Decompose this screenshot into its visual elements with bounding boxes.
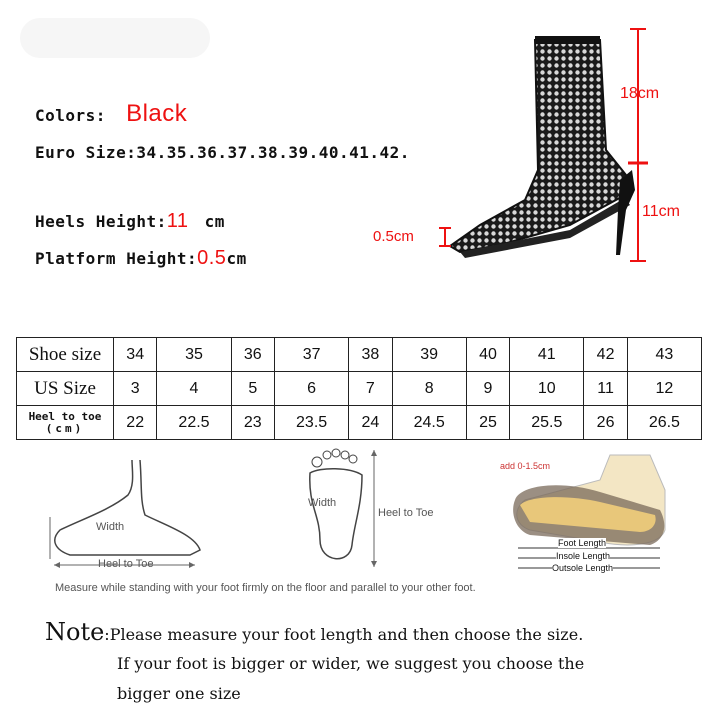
table-cell: 7 [349,372,392,406]
table-cell: 40 [466,338,509,372]
note-text-3: bigger one size [117,684,241,703]
table-cell: 22 [114,406,157,440]
colors-row [35,100,187,128]
table-cell: 24 [349,406,392,440]
table-cell: 23 [231,406,274,440]
table-row [17,406,702,440]
table-cell: 26 [584,406,627,440]
heels-value: 11 [166,210,189,232]
note-block [45,618,715,703]
table-cell: 39 [392,338,466,372]
table-cell: 42 [584,338,627,372]
heel-to-toe-unit: (cm) [45,421,85,435]
table-cell: 25 [466,406,509,440]
heels-unit: cm [204,212,225,231]
table-cell: 8 [392,372,466,406]
table-cell: 11 [584,372,627,406]
platform-marker [437,226,453,248]
table-row [17,372,702,406]
side-foot-diagram [40,455,240,575]
outsole-length-label: Outsole Length [552,563,614,573]
heel-to-toe-label: Heel to toe [28,409,102,423]
table-cell: 43 [627,338,701,372]
table-cell: 37 [274,338,348,372]
colors-value: Black [126,100,188,127]
table-cell: 23.5 [274,406,348,440]
table-cell: 12 [627,372,701,406]
table-row [17,338,702,372]
platform-unit: cm [226,249,247,268]
insole-length-label: Insole Length [556,551,611,561]
table-cell: 36 [231,338,274,372]
table-cell: 3 [114,372,157,406]
colors-label: Colors: [35,106,106,125]
table-cell: 35 [157,338,231,372]
row-header-shoe-size: Shoe size [17,338,114,372]
table-cell: 6 [274,372,348,406]
table-cell: 5 [231,372,274,406]
table-cell: 4 [157,372,231,406]
table-cell: 26.5 [627,406,701,440]
top-heel-to-toe-label: Heel to Toe [378,507,434,519]
table-cell: 34 [114,338,157,372]
table-cell: 41 [510,338,584,372]
table-cell: 10 [510,372,584,406]
dimension-lines [600,25,660,265]
heels-label: Heels Height: [35,212,167,231]
size-chart-table [16,337,702,440]
table-cell: 9 [466,372,509,406]
side-width-label: Width [96,521,125,533]
euro-size-value: 34.35.36.37.38.39.40.41.42. [136,143,410,162]
platform-row [35,247,247,270]
row-header-heel-to-toe [17,406,114,440]
euro-size-row [35,143,410,162]
row-header-us-size: US Size [17,372,114,406]
table-cell: 22.5 [157,406,231,440]
measure-caption: Measure while standing with your foot firmly on the floor and parallel to your other foot. [55,582,476,594]
table-cell: 24.5 [392,406,466,440]
foot-length-label: Foot Length [558,538,607,548]
top-blur [20,18,210,58]
table-cell: 25.5 [510,406,584,440]
note-line-1 [45,618,715,646]
heels-row [35,210,225,233]
insole-add-label: add 0-1.5cm [500,461,551,471]
platform-value: 0.5 [197,247,227,269]
table-cell: 38 [349,338,392,372]
note-label: Note [45,618,105,646]
euro-size-label: Euro Size: [35,143,137,162]
platform-label: Platform Height: [35,249,198,268]
top-width-label: Width [308,497,337,509]
shaft-dimension: 18cm [620,85,660,102]
note-text-2: If your foot is bigger or wider, we suggest you choose the [117,654,585,673]
side-heel-to-toe-label: Heel to Toe [98,558,154,570]
note-text-1: :Please measure your foot length and then choose the size. [104,625,584,644]
platform-dimension: 0.5cm [373,228,414,245]
heel-dimension: 11cm [642,203,680,220]
